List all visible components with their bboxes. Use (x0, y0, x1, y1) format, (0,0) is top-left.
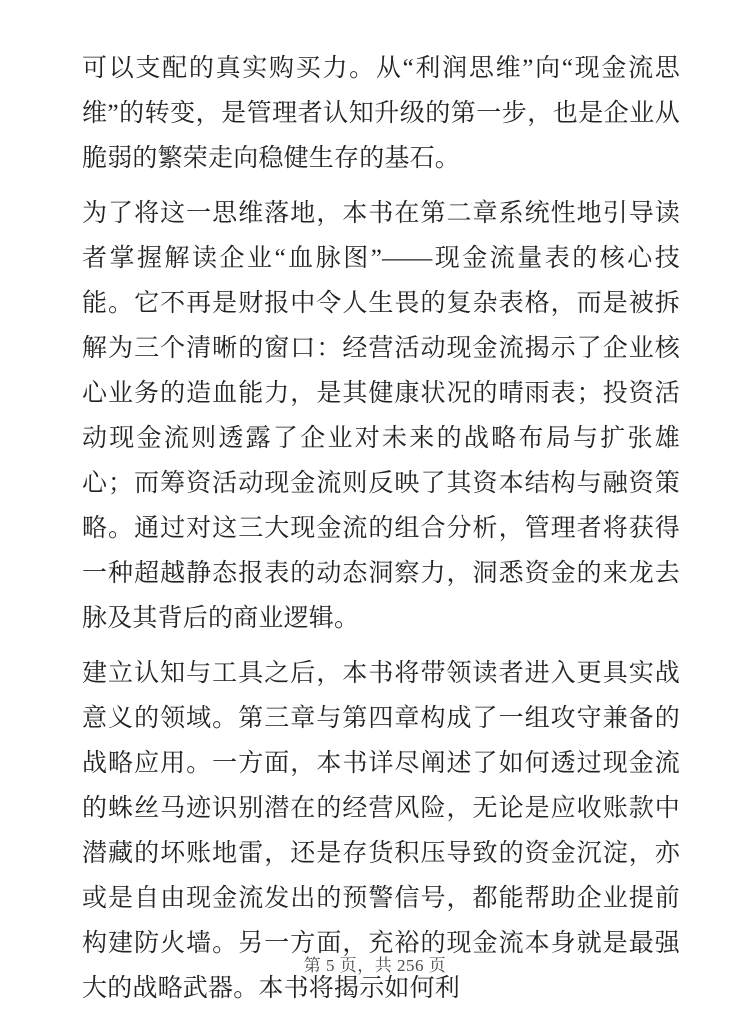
page-footer: 第 5 页，共 256 页 (303, 956, 447, 975)
page-body (82, 46, 680, 1011)
paragraph-3: 建立认知与工具之后，本书将带领读者进入更具实战意义的领域。第三章与第四章构成了一组攻守兼备的战略应用。一方面，本书详尽阐述了如何透过现金流的蛛丝马迹识别潜在的经营风险，无论是应收账款中潜藏的坏账地雷，还是存货积压导致的资金沉淀，亦或是自由现金流发出的预警信号，都能帮助企业提前构建防火墙。另一方面，充裕的现金流本身就是最强大的战略武器。本书将揭示如何利 (82, 660, 680, 1002)
paragraph-1: 可以支配的真实购买力。从“利润思维”向“现金流思维”的转变，是管理者认知升级的第一步，也是企业从脆弱的繁荣走向稳健生存的基石。 (82, 55, 680, 172)
paragraph-2: 为了将这一思维落地，本书在第二章系统性地引导读者掌握解读企业“血脉图”——现金流量表的核心技能。它不再是财报中令人生畏的复杂表格，而是被拆解为三个清晰的窗口：经营活动现金流揭示了企业核心业务的造血能力，是其健康状况的晴雨表；投资活动现金流则透露了企业对未来的战略布局与扩张雄心；而筹资活动现金流则反映了其资本结构与融资策略。通过对这三大现金流的组合分析，管理者将获得一种超越静态报表的动态洞察力，洞悉资金的来龙去脉及其背后的商业逻辑。 (82, 200, 680, 632)
